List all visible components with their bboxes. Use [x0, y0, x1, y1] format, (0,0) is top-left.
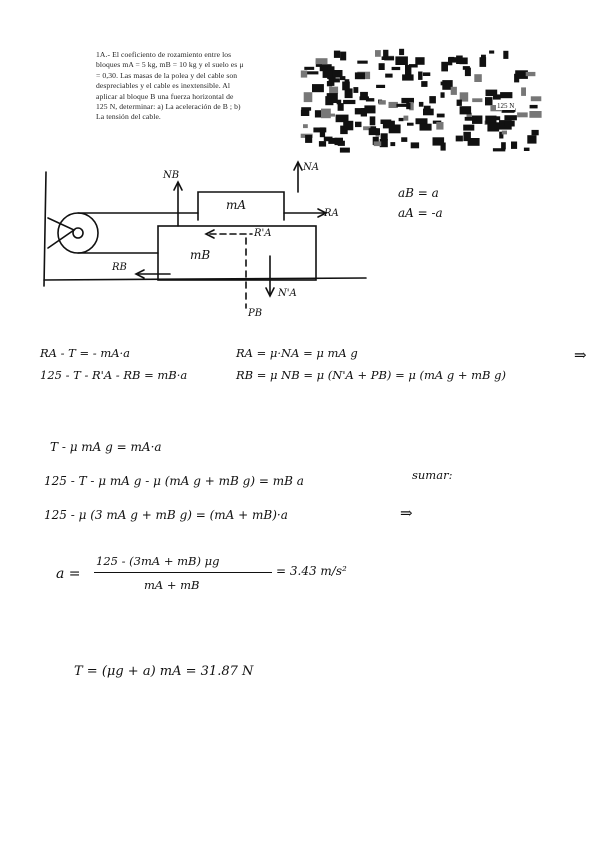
- noise-speck: [527, 135, 536, 143]
- noise-speck: [468, 138, 480, 146]
- noise-speck: [504, 121, 515, 127]
- noise-speck: [370, 116, 376, 125]
- noise-speck: [334, 51, 340, 58]
- noise-speck: [529, 111, 541, 118]
- noise-speck: [315, 110, 322, 117]
- noise-speck: [379, 63, 385, 70]
- accel-lhs: a =: [56, 566, 81, 582]
- noise-speck: [301, 110, 309, 116]
- normal-b-label: NB: [163, 170, 180, 181]
- equation-3: T - μ mA g = mA·a: [50, 440, 162, 454]
- equation-4: 125 - T - μ mA g - μ (mA g + mB g) = mB a: [44, 474, 304, 488]
- noise-speck: [457, 100, 462, 106]
- noise-speck: [524, 148, 530, 151]
- noise-speck: [333, 78, 340, 82]
- noise-speck: [436, 122, 443, 130]
- noise-speck: [399, 49, 404, 55]
- noise-speck: [451, 87, 457, 95]
- noise-speck: [460, 58, 468, 65]
- noise-speck: [489, 51, 494, 54]
- noise-speck: [328, 66, 335, 70]
- noise-speck: [355, 122, 362, 127]
- noise-speck: [472, 98, 482, 102]
- noise-speck: [399, 118, 404, 121]
- problem-line: despreciables y el cable es inextensible. Al: [96, 81, 231, 91]
- noise-speck: [530, 105, 538, 109]
- noise-speck: [463, 66, 470, 70]
- noise-speck: [312, 84, 324, 92]
- scanned-figure: [300, 48, 544, 154]
- friction-a-label: RA: [324, 208, 339, 219]
- noise-speck: [395, 56, 408, 65]
- noise-speck: [343, 100, 355, 104]
- noise-speck: [485, 97, 493, 105]
- noise-speck: [531, 96, 542, 101]
- noise-speck: [327, 93, 338, 103]
- noise-speck: [423, 72, 430, 76]
- noise-speck: [337, 100, 342, 105]
- noise-speck: [385, 74, 392, 78]
- sumar-note: sumar:: [412, 468, 453, 482]
- problem-line: = 0,30. Las masas de la polea y del cable son: [96, 70, 238, 80]
- problem-line: 1A.- El coeficiento de rozamiento entre los: [96, 50, 232, 59]
- noise-speck: [340, 52, 346, 61]
- noise-speck: [379, 100, 386, 104]
- noise-speck: [324, 137, 333, 142]
- accel-a-note: aA = -a: [398, 206, 443, 220]
- noise-speck: [396, 104, 409, 107]
- problem-statement: [96, 50, 292, 123]
- free-body-diagram: [40, 158, 370, 338]
- noise-speck: [383, 50, 388, 58]
- noise-speck: [374, 141, 382, 146]
- noise-speck: [415, 57, 424, 65]
- noise-speck: [355, 72, 365, 79]
- noise-speck: [405, 65, 411, 75]
- tension-result: T = (μg + a) mA = 31.87 N: [74, 664, 254, 679]
- normal-a-prime-label: N'A: [278, 288, 297, 299]
- noise-speck: [319, 141, 326, 147]
- problem-line: bloques mA = 5 kg, mB = 10 kg y el suelo es μ: [96, 60, 244, 70]
- implies-arrow: ⇒: [574, 346, 587, 364]
- noise-speck: [411, 142, 419, 148]
- weight-b-label: PB: [248, 308, 263, 319]
- noise-speck: [500, 92, 512, 98]
- mass-b-label: mB: [190, 248, 211, 262]
- noise-speck: [465, 117, 477, 121]
- noise-speck: [511, 142, 517, 149]
- problem-line: aplicar al bloque B una fuerza horizontal de: [96, 91, 234, 101]
- noise-speck: [474, 74, 482, 82]
- noise-speck: [416, 118, 428, 124]
- fraction-bar: [94, 572, 272, 573]
- noise-speck: [433, 137, 445, 145]
- noise-speck: [340, 76, 346, 80]
- noise-speck: [305, 71, 318, 74]
- problem-line: 125 N, determinar: a) La aceleración de B ; b): [96, 102, 241, 112]
- noise-speck: [456, 136, 463, 142]
- accel-b-note: aB = a: [398, 186, 439, 200]
- noise-speck: [448, 57, 457, 62]
- equation-1-right: RA = μ·NA = μ mA g: [236, 346, 358, 360]
- noise-speck: [303, 124, 308, 128]
- equation-5: 125 - μ (3 mA g + mB g) = (mA + mB)·a: [44, 508, 288, 522]
- noise-speck: [343, 121, 353, 131]
- noise-speck: [381, 120, 392, 125]
- noise-speck: [335, 138, 344, 145]
- noise-speck: [357, 61, 367, 64]
- noise-speck: [437, 114, 445, 118]
- noise-speck: [321, 109, 331, 119]
- noise-speck: [361, 108, 367, 117]
- normal-a-label: NA: [303, 162, 319, 173]
- noise-speck: [404, 116, 409, 121]
- noise-speck: [487, 122, 499, 131]
- noise-speck: [340, 148, 350, 153]
- noise-speck: [504, 115, 517, 120]
- figure-force-label: 125 N: [497, 102, 515, 110]
- noise-speck: [521, 87, 526, 96]
- noise-speck: [401, 137, 407, 142]
- noise-speck: [429, 96, 436, 103]
- noise-speck: [360, 92, 368, 99]
- noise-speck: [424, 106, 431, 111]
- noise-speck: [301, 71, 307, 78]
- noise-speck: [441, 92, 445, 98]
- mass-a-label: mA: [226, 198, 247, 212]
- noise-speck: [402, 74, 414, 80]
- noise-speck: [376, 85, 385, 88]
- noise-speck: [304, 92, 313, 102]
- accel-result: = 3.43 m/s²: [276, 564, 347, 578]
- noise-speck: [421, 81, 427, 87]
- noise-speck: [369, 128, 380, 135]
- noise-speck: [320, 127, 325, 137]
- noise-speck: [460, 106, 472, 114]
- noise-speck: [390, 142, 395, 146]
- equation-1-left: RA - T = - mA·a: [40, 346, 131, 360]
- noise-speck: [342, 82, 350, 91]
- noise-speck: [407, 123, 414, 126]
- noise-speck: [532, 130, 539, 135]
- friction-b-label: RB: [112, 262, 127, 273]
- noise-speck: [502, 131, 507, 135]
- noise-speck: [503, 51, 508, 59]
- noise-speck: [418, 72, 422, 80]
- equation-2-right: RB = μ NB = μ (N'A + PB) = μ (mA g + mB g): [236, 368, 507, 382]
- accel-numerator: 125 - (3mA + mB) μg: [96, 554, 220, 568]
- noise-speck: [389, 125, 401, 134]
- noise-speck: [329, 87, 338, 94]
- noise-speck: [304, 67, 314, 70]
- friction-a-prime-label: R'A: [254, 228, 272, 239]
- noise-speck: [419, 102, 424, 107]
- noise-speck: [463, 125, 474, 131]
- noise-speck: [353, 87, 358, 93]
- implies-arrow: ⇒: [400, 504, 413, 522]
- noise-speck: [526, 72, 536, 76]
- noise-speck: [493, 148, 505, 151]
- noise-speck: [305, 135, 312, 143]
- noise-speck: [486, 90, 498, 97]
- accel-denominator: mA + mB: [144, 578, 200, 592]
- noise-speck: [316, 58, 328, 64]
- noise-speck: [381, 133, 388, 140]
- noise-speck: [375, 50, 381, 57]
- noise-speck: [301, 107, 311, 111]
- noise-speck: [443, 62, 452, 65]
- noise-speck: [392, 67, 401, 70]
- equation-2-left: 125 - T - R'A - RB = mB·a: [40, 368, 188, 382]
- problem-line: La tensión del cable.: [96, 112, 161, 122]
- noise-speck: [441, 82, 447, 86]
- scan-noise-graphic: [300, 48, 544, 154]
- noise-speck: [480, 57, 487, 67]
- noise-speck: [517, 112, 528, 117]
- noise-speck: [420, 124, 432, 131]
